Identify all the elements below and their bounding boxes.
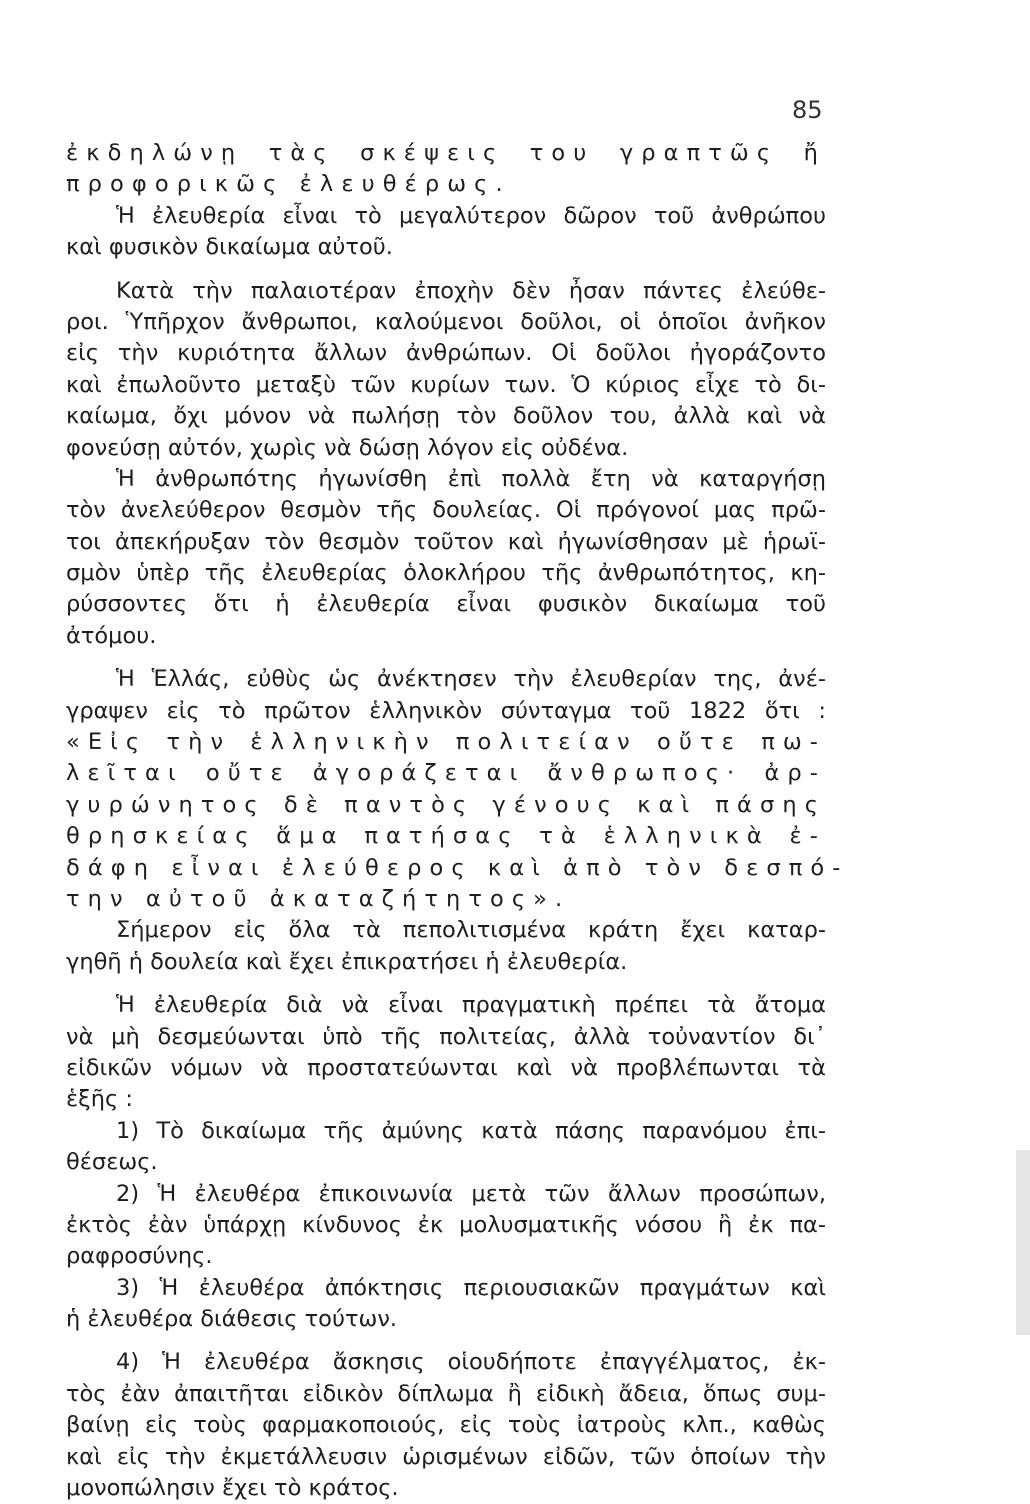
paragraph	[66, 1179, 826, 1273]
text-line: την αὐτοῦ ἀκαταζήτητος».	[66, 885, 571, 912]
text-line: ἐκτὸς ἐὰν ὑπάρχῃ κίνδυνος ἐκ μολυσματικῆς νόσου ἢ ἐκ πα-	[66, 1211, 826, 1238]
paragraph	[66, 276, 826, 464]
text-line: Κατὰ τὴν παλαιοτέραν ἐποχὴν δὲν ἦσαν πάντες ἐλεύθε-	[116, 277, 826, 304]
paragraph	[66, 1347, 826, 1504]
text-line: ἐκδηλώνῃ τὰς σκέψεις του γραπτῶς ἤ	[66, 140, 826, 166]
text-line: γραψεν εἰς τὸ πρῶτον ἑλληνικὸν σύνταγμα τοῦ 1822 ὅτι :	[66, 697, 826, 724]
text-line: Ἡ ἀνθρωπότης ἠγωνίσθη ἐπὶ πολλὰ ἔτη νὰ καταργήσῃ	[116, 465, 826, 492]
text-line: νὰ μὴ δεσμεύωνται ὑπὸ τῆς πολιτείας, ἀλλὰ τοὐναντίον δι᾿	[66, 1023, 826, 1050]
paragraph	[66, 1273, 826, 1336]
text-line: σμὸν ὑπὲρ τῆς ἐλευθερίας ὁλοκλήρου τῆς ἀνθρωπότητος, κη-	[66, 560, 826, 587]
text-line: γηθῆ ἡ δουλεία καὶ ἔχει ἐπικρατήσει ἡ ἐλευθερία.	[66, 948, 628, 975]
page-number: 85	[792, 96, 823, 124]
text-line: τὸς ἐὰν ἀπαιτῆται εἰδικὸν δίπλωμα ἢ εἰδικὴ ἄδεια, ὅπως συμ-	[66, 1380, 826, 1407]
paragraph	[66, 201, 826, 264]
text-line: λεῖται οὔτε ἀγοράζεται ἄνθρωπος· ἀρ-	[66, 760, 826, 787]
text-line: φονεύσῃ αὐτόν, χωρὶς νὰ δώσῃ λόγον εἰς οὐδένα.	[66, 434, 629, 461]
text-line: 3) Ἡ ἐλευθέρα ἀπόκτησις περιουσιακῶν πραγμάτων καὶ	[116, 1274, 826, 1301]
text-line: δάφη εἶναι ἐλεύθερος καὶ ἀπὸ τὸν δεσπό-	[66, 854, 849, 881]
paragraph	[66, 915, 826, 978]
text-line: «Εἰς τὴν ἑλληνικὴν πολιτείαν οὔτε πω-	[66, 729, 826, 756]
text-line: Ἡ Ἑλλάς, εὐθὺς ὡς ἀνέκτησεν τὴν ἐλευθερίαν της, ἀνέ-	[116, 666, 826, 693]
text-line: ραφροσύνης.	[66, 1243, 213, 1270]
text-line: ροι. Ὑπῆρχον ἄνθρωποι, καλούμενοι δοῦλοι, οἱ ὁποῖοι ἀνῆκον	[66, 308, 826, 335]
body-text	[66, 138, 849, 1504]
text-line: ἡ ἐλευθέρα διάθεσις τούτων.	[66, 1306, 398, 1333]
text-line: 2) Ἡ ἐλευθέρα ἐπικοινωνία μετὰ τῶν ἄλλων προσώπων,	[116, 1180, 826, 1207]
text-line: καὶ εἰς τὴν ἐκμετάλλευσιν ὡρισμένων εἰδῶν, τῶν ὁποίων τὴν	[66, 1443, 826, 1470]
paragraph	[66, 990, 826, 1116]
text-line: Ἡ ἐλευθερία διὰ νὰ εἶναι πραγματικὴ πρέπει τὰ ἄτομα	[116, 992, 826, 1019]
text-line: τὸν ἀνελεύθερον θεσμὸν τῆς δουλείας. Οἱ πρόγονοί μας πρῶ-	[66, 497, 826, 524]
page-edge-shadow	[1016, 1150, 1030, 1335]
text-line: προφορικῶς ἐλευθέρως.	[66, 171, 511, 198]
text-line: εἰς τὴν κυριότητα ἄλλων ἀνθρώπων. Οἱ δοῦλοι ἠγοράζοντο	[66, 340, 826, 367]
text-line: εἰδικῶν νόμων νὰ προστατεύωνται καὶ νὰ προβλέπωνται τὰ	[66, 1054, 826, 1081]
text-line: Ἡ ἐλευθερία εἶναι τὸ μεγαλύτερον δῶρον τοῦ ἀνθρώπου	[116, 202, 826, 229]
paragraph	[66, 138, 826, 201]
text-line: θρησκείας ἅμα πατήσας τὰ ἑλληνικὰ ἐ-	[66, 823, 826, 850]
text-line: 1) Τὸ δικαίωμα τῆς ἀμύνης κατὰ πάσης παρανόμου ἐπι-	[116, 1117, 826, 1144]
text-line: τοι ἀπεκήρυξαν τὸν θεσμὸν τοῦτον καὶ ἠγωνίσθησαν μὲ ἡρωϊ-	[66, 528, 826, 555]
paragraph	[66, 664, 849, 915]
text-line: γυρώνητος δὲ παντὸς γένους καὶ πάσης	[66, 791, 826, 818]
text-line: καὶ ἐπωλοῦντο μεταξὺ τῶν κυρίων των. Ὁ κύριος εἶχε τὸ δι-	[66, 371, 826, 398]
text-line: ἀτόμου.	[66, 622, 157, 649]
text-line: καίωμα, ὄχι μόνον νὰ πωλήσῃ τὸν δοῦλον του, ἀλλὰ καὶ νὰ	[66, 403, 826, 430]
paragraph	[66, 1116, 826, 1179]
text-line: ρύσσοντες ὅτι ἡ ἐλευθερία εἶναι φυσικὸν δικαίωμα τοῦ	[66, 591, 826, 618]
text-line: μονοπώλησιν ἔχει τὸ κράτος.	[66, 1475, 399, 1502]
text-line: βαίνῃ εἰς τοὺς φαρμακοποιούς, εἰς τοὺς ἰατροὺς κλπ., καθὼς	[66, 1412, 826, 1439]
text-line: 4) Ἡ ἐλευθέρα ἄσκησις οἱουδήποτε ἐπαγγέλματος, ἐκ-	[116, 1349, 826, 1376]
text-line: θέσεως.	[66, 1149, 158, 1176]
text-line: Σήμερον εἰς ὅλα τὰ πεπολιτισμένα κράτη ἔχει καταρ-	[116, 917, 826, 944]
paragraph	[66, 464, 826, 652]
text-line: καὶ φυσικὸν δικαίωμα αὐτοῦ.	[66, 234, 393, 261]
text-line: ἑξῆς :	[66, 1086, 133, 1113]
